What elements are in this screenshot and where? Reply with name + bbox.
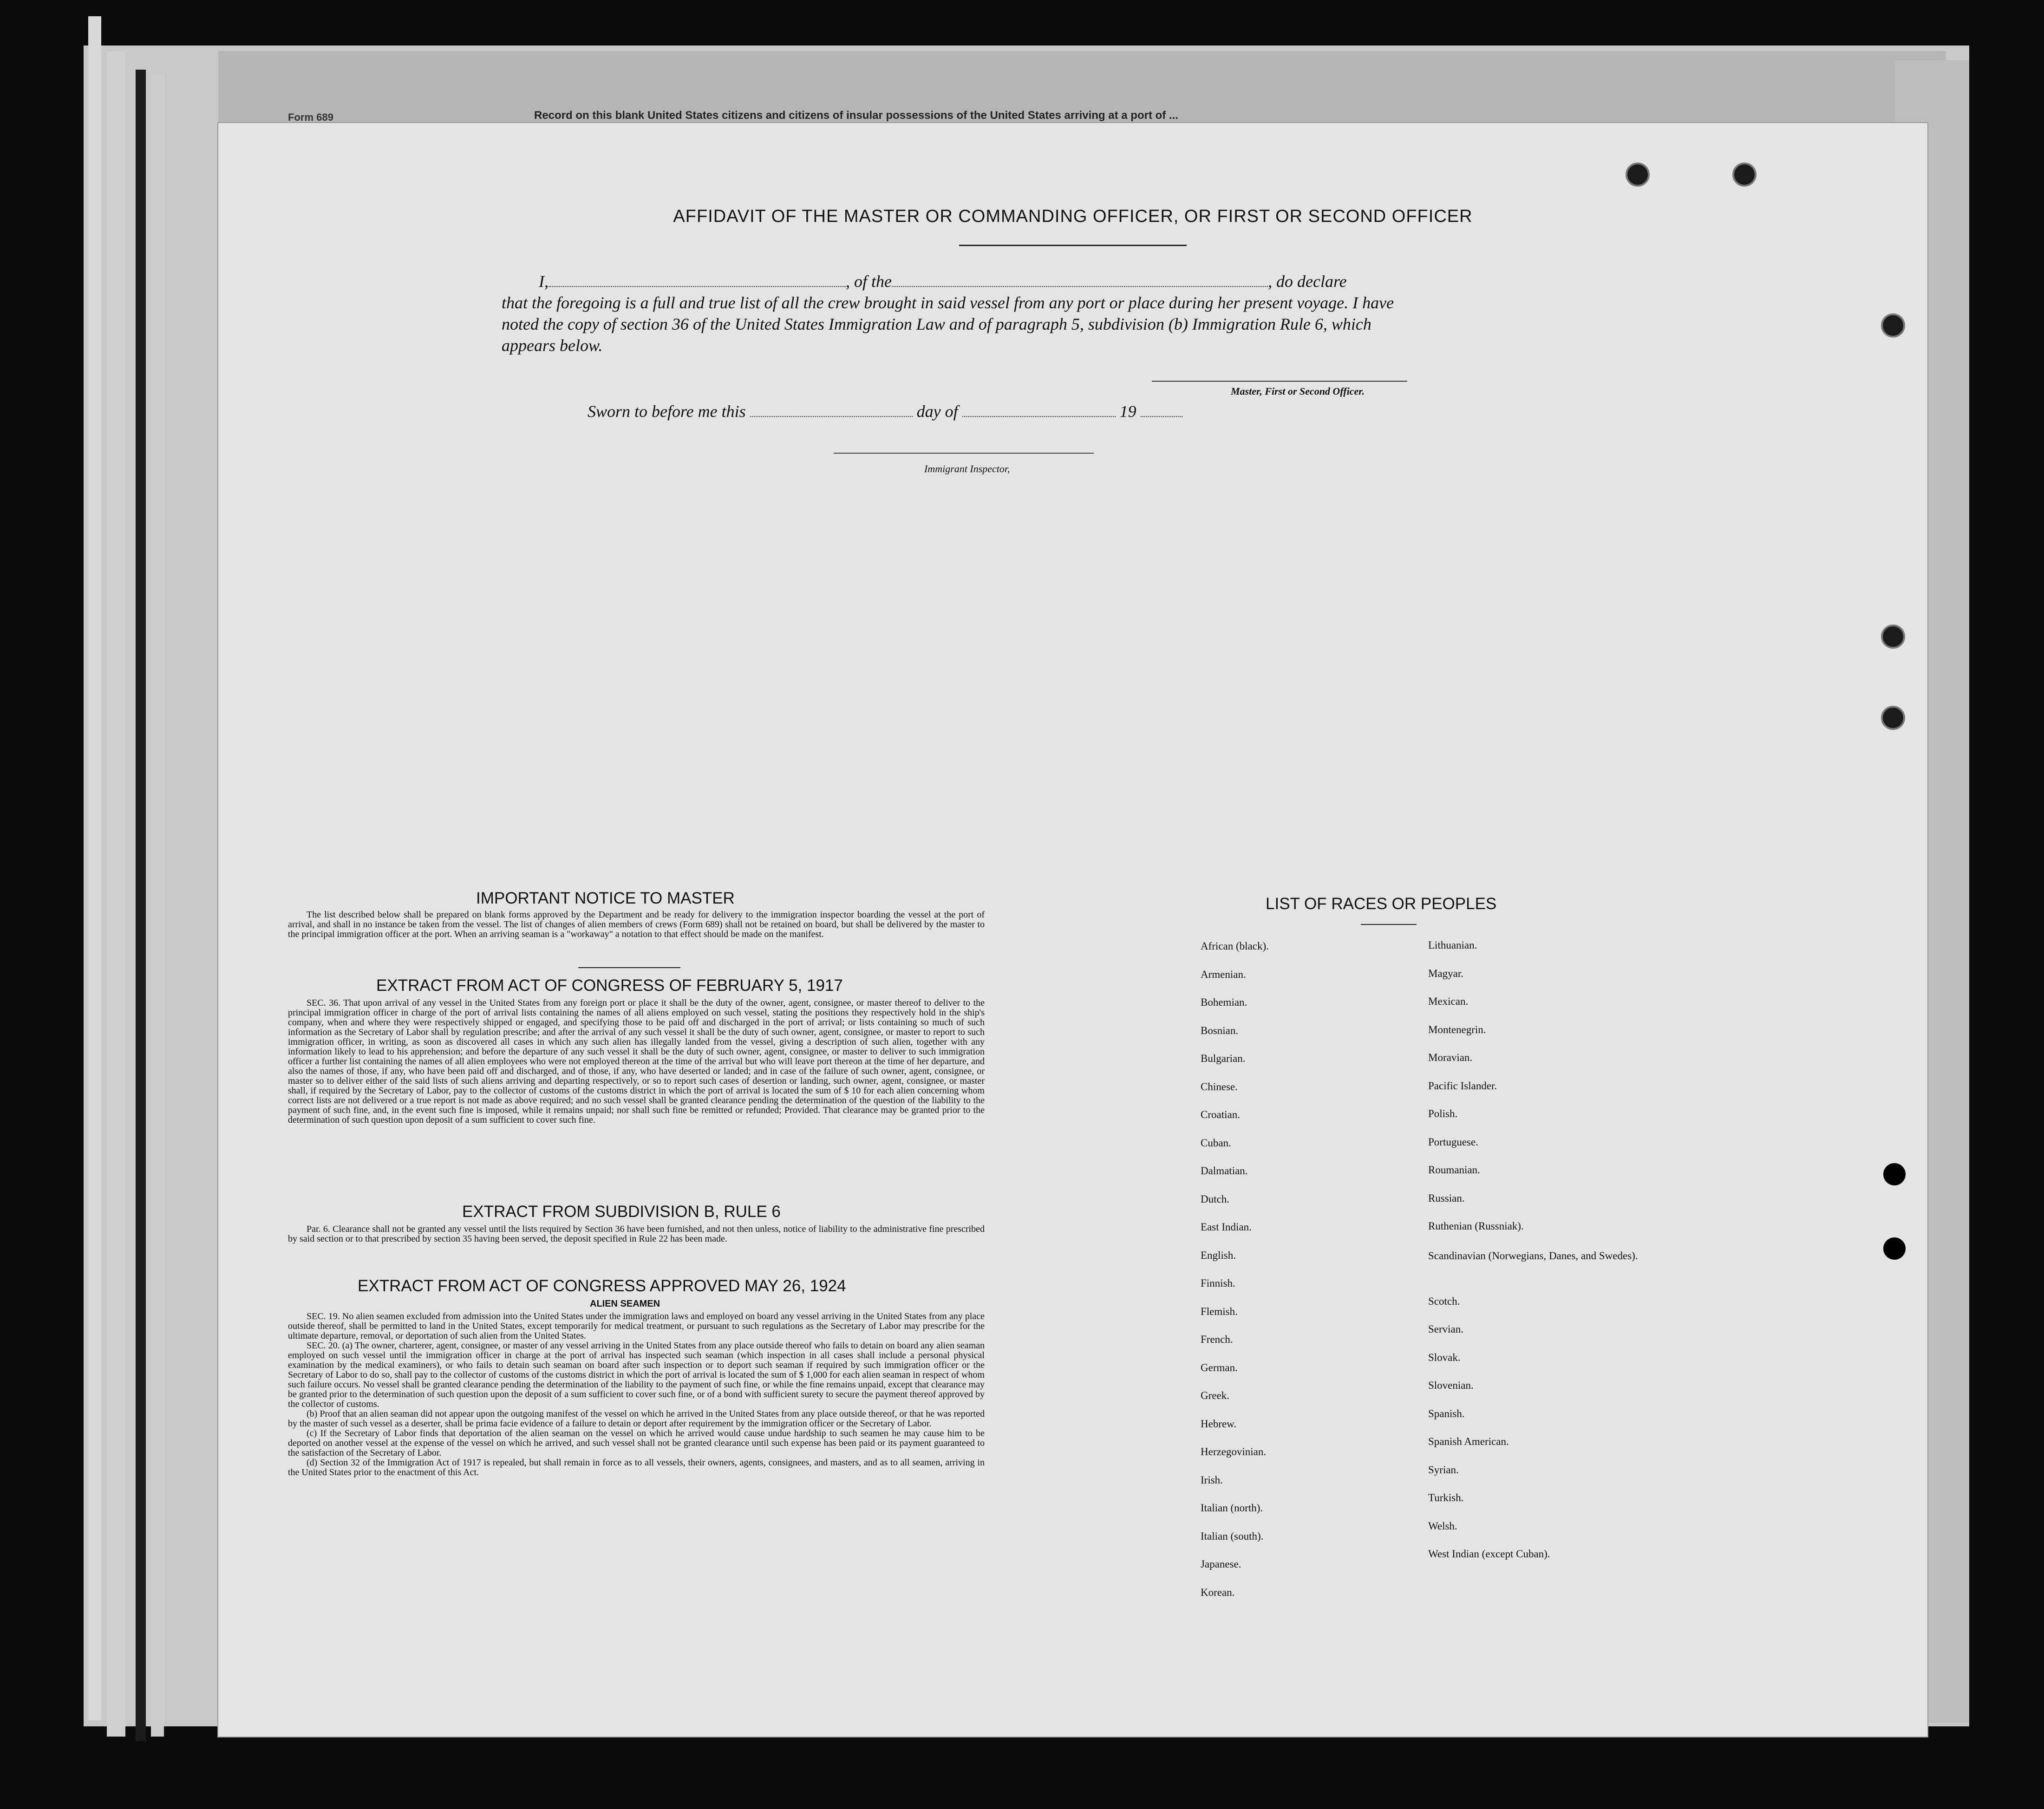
race-item: Japanese. xyxy=(1201,1558,1241,1570)
race-item: Flemish. xyxy=(1201,1305,1238,1317)
extract-rule6-title: EXTRACT FROM SUBDIVISION B, RULE 6 xyxy=(462,1203,781,1221)
page-edge xyxy=(107,51,125,1737)
sec-20b-paragraph: (b) Proof that an alien seaman did not appear upon the outgoing manifest of the vessel on which he arrived in the United States from any place outside thereof, or that he was reported by the master of such vessel as a deserter, shall be prima facie evidence of a failure to detain or deport after requirement by the immigration officer or the Secretary of Labor. xyxy=(288,1409,985,1429)
punch-hole xyxy=(1626,163,1650,187)
race-item: Bosnian. xyxy=(1201,1024,1239,1036)
race-item: Slovak. xyxy=(1428,1351,1461,1363)
race-item: Greek. xyxy=(1201,1390,1229,1401)
race-item: English. xyxy=(1201,1249,1236,1261)
race-item: Polish. xyxy=(1428,1108,1458,1119)
race-item: West Indian (except Cuban). xyxy=(1428,1548,1550,1560)
sworn-year: 19 xyxy=(1119,402,1136,421)
race-item: Russian. xyxy=(1428,1192,1465,1204)
back-form-header: Record on this blank United States citizens and citizens of insular possessions of the United States arriving at a port of ... xyxy=(534,109,1178,122)
affidavit-i: I, xyxy=(539,272,549,291)
page-edge xyxy=(136,70,146,1741)
race-item: Pacific Islander. xyxy=(1428,1080,1497,1092)
punch-hole xyxy=(1732,163,1757,187)
race-item: Korean. xyxy=(1201,1586,1235,1598)
race-item: Hebrew. xyxy=(1201,1418,1237,1430)
race-item: Cuban. xyxy=(1201,1137,1231,1149)
notice-text xyxy=(288,910,985,939)
sec-20-paragraph: SEC. 20. (a) The owner, charterer, agent, consignee, or master of any vessel arriving in the United States from any place outside thereof who fails to detain on board any alien seaman employed on such vessel until the immigration officer in charge at the port of arrival has inspected such seaman (which inspection in all cases shall include a personal physical examination by the medical examiners), or who fails to detain such seaman on board after such inspection or to deport such seaman if required by such immigration officer or the Secretary of Labor to do so, shall pay to the collector of customs of the customs district in which the port of arrival is located the sum of $ 1,000 for each alien seaman in respect of whom such failure occurs. No vessel shall be granted clearance pending the determination of the liability to the payment of such fine, or while the fine remains unpaid, except that clearance may be granted prior to the determination of such question upon the deposit of a sum sufficient to cover such fine, or of a bond with sufficient surety to secure the payment thereof approved by the collector of customs. xyxy=(288,1340,985,1409)
race-item: Chinese. xyxy=(1201,1080,1238,1093)
race-item: East Indian. xyxy=(1201,1221,1252,1233)
affidavit-declare: , do declare xyxy=(1267,272,1347,291)
race-item: Moravian. xyxy=(1428,1052,1473,1063)
race-item: Dalmatian. xyxy=(1201,1165,1248,1177)
race-item: Armenian. xyxy=(1201,968,1246,980)
race-item: Montenegrin. xyxy=(1428,1023,1486,1035)
signature-line xyxy=(1152,381,1407,382)
race-item: Scandinavian (Norwegians, Danes, and Swedes). xyxy=(1428,1249,1638,1262)
document-page xyxy=(218,123,1927,1737)
extract-1924-text xyxy=(288,1312,985,1477)
affidavit-text: that the foregoing is a full and true list of all the crew brought in said vessel from any port or place during her present voyage. I have noted the copy of section 36 of the United States Immigration Law and of paragraph 5, subdivision (b) Immigration Rule 6, which appears below. xyxy=(502,293,1394,355)
race-item: Welsh. xyxy=(1428,1520,1457,1532)
extract-rule6-text xyxy=(288,1224,985,1244)
inspector-label: Immigrant Inspector, xyxy=(924,463,1010,475)
alien-seamen-subtitle: ALIEN SEAMEN xyxy=(590,1299,660,1309)
races-right-column xyxy=(1428,939,1670,1576)
extract-1917-title: EXTRACT FROM ACT OF CONGRESS OF FEBRUARY 5, 1917 xyxy=(376,976,843,995)
affidavit-body xyxy=(502,271,1626,356)
race-item: Syrian. xyxy=(1428,1464,1459,1476)
race-item: Servian. xyxy=(1428,1323,1464,1335)
punch-hole xyxy=(1883,1163,1906,1185)
section-rule xyxy=(578,967,680,968)
sec-20c-paragraph: (c) If the Secretary of Labor finds that deportation of the alien seaman on the vessel on which he arrived would cause undue hardship to such seamen he may cause him to be deported on another vessel at the expense of the vessel on which he arrived, and such vessel shall not be granted clearance until such expense has been paid or its payment guaranteed to the satisfaction of the Secretary of Labor. xyxy=(288,1428,985,1458)
race-item: Slovenian. xyxy=(1428,1380,1474,1391)
race-item: Finnish. xyxy=(1201,1277,1235,1289)
affidavit-line-1 xyxy=(502,271,1626,292)
affidavit-title: AFFIDAVIT OF THE MASTER OR COMMANDING OFFICER, OR FIRST OR SECOND OFFICER xyxy=(673,207,1473,226)
back-form-number: Form 689 xyxy=(288,111,333,123)
day-blank xyxy=(750,403,913,417)
race-item: Bulgarian. xyxy=(1201,1053,1246,1064)
page-edge xyxy=(151,74,164,1737)
race-item: Croatian. xyxy=(1201,1109,1240,1120)
race-item: Ruthenian (Russniak). xyxy=(1428,1220,1524,1232)
sec-19-paragraph: SEC. 19. No alien seamen excluded from admission into the United States under the immigration laws and employed on board any vessel arriving in the United States from any place outside thereof, shall be permitted to land in the United States, except temporarily for medical treatment, or pursuant to such regulations as the Secretary of Labor may prescribe for the ultimate departure, removal, or deportation of such alien from the United States. xyxy=(288,1311,985,1341)
punch-hole xyxy=(1881,625,1905,649)
sec-36-paragraph: SEC. 36. That upon arrival of any vessel in the United States from any foreign port or place it shall be the duty of the owner, agent, consignee, or master thereof to deliver to the principal immigration officer in charge of the port of arrival lists containing the names of all aliens employed on such vessel, stating the positions they respectively hold in the ship's company, when and where they were respectively shipped or engaged, and specifying those to be paid off and discharged in the port of arrival; or lists containing so much of such information as the Secretary of Labor shall by regulation prescribe; and after the arrival of any such vessel it shall be the duty of such owner, agent, consignee, or master to report to such immigration officer, in writing, as soon as discovered all cases in which any such alien has illegally landed from the vessel, giving a description of such alien, together with any information likely to lead to his apprehension; and before the departure of any such vessel it shall be the duty of such owner, agent, consignee, or master to deliver to such immigration officer a further list containing the names of all alien employees who were not employed thereon at the time of the arrival but who will leave port thereon at the time of her departure, and also the names of those, if any, who have been paid off and discharged, and of those, if any, who have deserted or landed; and in case of the failure of such owner, agent, consignee, or master so to deliver either of the said lists of such aliens arriving and departing respectively, or so to report such cases of desertion or landing, such owner, agent, consignee, or master shall, if required by the Secretary of Labor, pay to the collector of customs of the customs district in which the port of arrival is located the sum of $ 10 for each alien concerning whom correct lists are not delivered or a true report is not made as above required; and no such vessel shall be granted clearance pending the determination of the question of the liability to the payment of such fine, and, in the event such fine is imposed, while it remains unpaid; nor shall such fine be remitted or refunded; Provided. That clearance may be granted prior to the determination of such question upon deposit of a sum sufficient to cover such fine. xyxy=(288,998,985,1125)
races-rule xyxy=(1361,924,1417,925)
race-item: Italian (north). xyxy=(1201,1502,1263,1514)
races-title: LIST OF RACES OR PEOPLES xyxy=(1266,895,1497,913)
race-item: Roumanian. xyxy=(1428,1164,1480,1176)
race-item: Turkish. xyxy=(1428,1492,1464,1503)
punch-hole xyxy=(1881,706,1905,730)
punch-hole xyxy=(1881,313,1905,338)
race-item: Herzegovinian. xyxy=(1201,1446,1267,1458)
race-item: Bohemian. xyxy=(1201,996,1247,1008)
race-item: Portuguese. xyxy=(1428,1136,1478,1148)
race-item: German. xyxy=(1201,1361,1238,1373)
affidavit-of-the: , of the xyxy=(846,272,892,291)
notice-paragraph: The list described below shall be prepared on blank forms approved by the Department and be ready for delivery to the immigration inspector boarding the vessel at the port of arrival, and shall in no instance be taken from the vessel. The list of changes of alien members of crews (Form 689) shall not be retained on board, but shall be delivered by the master to the principal immigration officer at the port. When an arriving seaman is a "workaway" a notation to that effect should be made on the manifest. xyxy=(288,910,985,939)
race-item: Lithuanian. xyxy=(1428,939,1477,951)
notice-title: IMPORTANT NOTICE TO MASTER xyxy=(476,889,735,907)
extract-1917-text xyxy=(288,998,985,1125)
title-rule xyxy=(959,245,1187,246)
race-item: French. xyxy=(1201,1334,1233,1345)
race-item: Magyar. xyxy=(1428,967,1464,979)
race-item: Scotch. xyxy=(1428,1295,1460,1307)
name-blank xyxy=(549,273,846,287)
sworn-line xyxy=(588,402,1182,421)
extract-1924-title: EXTRACT FROM ACT OF CONGRESS APPROVED MAY 26, 1924 xyxy=(358,1277,846,1295)
sworn-prefix: Sworn to before me this xyxy=(588,402,746,421)
month-blank xyxy=(962,403,1116,417)
race-item: Italian (south). xyxy=(1201,1530,1264,1542)
sec-20d-paragraph: (d) Section 32 of the Immigration Act of 1917 is repealed, but shall remain in force as to all vessels, their owners, agents, consignees, and masters, and as to all seamen, arriving in the United States prior to the enactment of this Act. xyxy=(288,1458,985,1477)
race-item: African (black). xyxy=(1201,940,1269,952)
sworn-day-of: day of xyxy=(916,402,958,421)
race-item: Irish. xyxy=(1201,1474,1223,1486)
races-left-column xyxy=(1201,940,1405,1614)
race-item: Spanish American. xyxy=(1428,1436,1509,1447)
year-blank xyxy=(1141,403,1182,417)
par-6-paragraph: Par. 6. Clearance shall not be granted any vessel until the lists required by Section 36 have been furnished, and not then unless, notice of liability to the administrative fine prescribed by said section or to that prescribed by section 35 having been served, the deposit specified in Rule 22 has been made. xyxy=(288,1224,985,1244)
race-item: Mexican. xyxy=(1428,996,1469,1007)
race-item: Spanish. xyxy=(1428,1407,1465,1419)
race-item: Dutch. xyxy=(1201,1193,1229,1205)
vessel-blank xyxy=(892,273,1268,287)
page-edge xyxy=(88,16,101,1720)
master-signature-label: Master, First or Second Officer. xyxy=(1231,385,1365,397)
inspector-signature-line xyxy=(834,453,1094,454)
punch-hole xyxy=(1883,1237,1906,1260)
